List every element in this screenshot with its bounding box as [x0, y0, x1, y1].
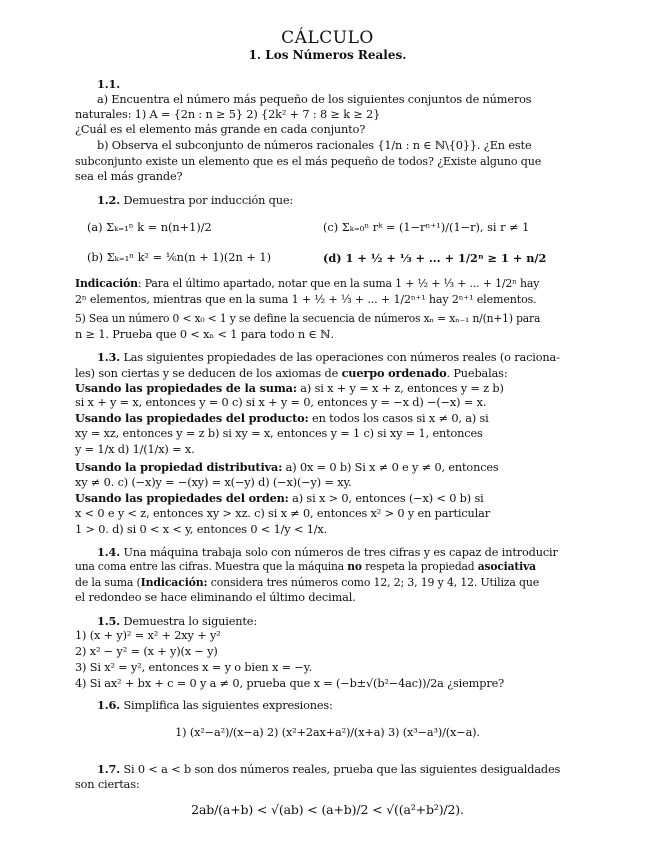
s13-line-1: [97, 350, 562, 365]
section-1-7-number: 1.7.: [97, 762, 120, 776]
s14-asociativa: asociativa: [477, 560, 536, 573]
s13-dist-text: a) 0x = 0 b) Si x ≠ 0 e y ≠ 0, entonces: [282, 461, 499, 474]
s15-intro: Demuestra lo siguiente:: [120, 615, 257, 628]
s13-prod-line-3: y = 1/x d) 1/(1/x) = x.: [75, 443, 195, 456]
s12-hint-line-1: [75, 277, 540, 291]
s11-a-line-3: ¿Cuál es el elemento más grande en cada conjunto?: [75, 123, 366, 136]
s11-b-line-2: subconjunto existe un elemento que es el más pequeño de todos? ¿Existe alguno que: [75, 155, 542, 168]
s12-item-d: (d) 1 + ½ + ⅓ + ... + 1/2ⁿ ≥ 1 + n/2: [323, 251, 547, 265]
s15-item-2: 2) x² − y² = (x + y)(x − y): [75, 645, 218, 658]
s13-prod-text: en todos los casos si x ≠ 0, a) si: [308, 412, 489, 425]
s16-heading: [97, 698, 562, 713]
s14-line-3-a: de la suma (: [75, 576, 141, 589]
s13-prod-label: Usando las propiedades del producto:: [75, 411, 309, 425]
s12-heading: [97, 193, 562, 208]
s13-prod-line-1: [75, 411, 540, 426]
s13-cuerpo-ordenado: cuerpo ordenado: [341, 366, 447, 380]
s14-line-3: [75, 576, 540, 590]
s13-ord-line-1: [75, 491, 540, 506]
s11-a-line-2: naturales: 1) A = {2n : n ≥ 5} 2) {2k² + 7 : 8 ≥ k ≥ 2}: [75, 108, 381, 121]
s17-line-1-text: Si 0 < a < b son dos números reales, prueba que las siguientes desigualdades: [120, 763, 561, 776]
s13-prod-line-2: xy = xz, entonces y = z b) si xy = x, entonces y = 1 c) si xy = 1, entonces: [75, 427, 483, 440]
s17-inequality: 2ab/(a+b) < √(ab) < (a+b)/2 < √((a²+b²)/2).: [191, 802, 464, 817]
document-subtitle: 1. Los Números Reales.: [248, 48, 407, 62]
s11-a-line-1: a) Encuentra el número más pequeño de los siguientes conjuntos de números: [97, 93, 532, 106]
s13-suma-label: Usando las propiedades de la suma:: [75, 381, 297, 395]
section-1-5-number: 1.5.: [97, 614, 120, 628]
section-1-3-number: 1.3.: [97, 350, 120, 364]
s13-dist-label: Usando la propiedad distributiva:: [75, 460, 283, 474]
s16-expressions: 1) (x²−a²)/(x−a) 2) (x²+2ax+a²)/(x+a) 3) (x³−a³)/(x−a).: [175, 726, 480, 739]
section-1-1-number: 1.1.: [97, 77, 120, 91]
s14-line-1-text: Una máquina trabaja solo con números de tres cifras y es capaz de introducir: [120, 546, 558, 559]
s14-line-2: [75, 560, 540, 574]
s16-intro: Simplifica las siguientes expresiones:: [120, 699, 333, 712]
s13-dist-line-1: [75, 460, 540, 475]
s13-ord-text: a) si x > 0, entonces (−x) < 0 b) si: [288, 492, 484, 505]
s15-item-1: 1) (x + y)² = x² + 2xy + y²: [75, 629, 221, 642]
s14-line-2-c: respeta la propiedad: [361, 560, 478, 573]
s14-hint-label: Indicación:: [140, 576, 208, 589]
s13-ord-line-2: x < 0 e y < z, entonces xy > xz. c) si x ≠ 0, entonces x² > 0 y en particular: [75, 507, 490, 520]
s14-line-1: [97, 545, 562, 560]
s15-item-4: 4) Si ax² + bx + c = 0 y a ≠ 0, prueba que x = (−b±√(b²−4ac))/2a ¿siempre?: [75, 677, 505, 690]
s11-b-line-3: sea el más grande?: [75, 170, 183, 183]
s17-line-1: [97, 762, 562, 777]
s13-ord-label: Usando las propiedades del orden:: [75, 491, 289, 505]
s14-line-3-c: considera tres números como 12, 2; 3, 19 y 4, 12. Utiliza que: [207, 576, 540, 589]
s13-ord-line-3: 1 > 0. d) si 0 < x < y, entonces 0 < 1/y < 1/x.: [75, 523, 328, 536]
s13-line-2: [75, 366, 540, 381]
s12-intro: Demuestra por inducción que:: [120, 194, 294, 207]
section-1-6-number: 1.6.: [97, 698, 120, 712]
document-title: CÁLCULO: [281, 28, 374, 48]
s12-item-c: (c) Σₖ₌₀ⁿ rᵏ = (1−rⁿ⁺¹)/(1−r), si r ≠ 1: [323, 221, 530, 234]
s15-heading: [97, 614, 562, 629]
s12-p5-line-2: n ≥ 1. Prueba que 0 < xₙ < 1 para todo n ∈ ℕ.: [75, 328, 334, 341]
s14-line-2-a: una coma entre las cifras. Muestra que la máquina: [75, 560, 348, 573]
s12-hint-text: : Para el último apartado, notar que en la suma 1 + ½ + ⅓ + ... + 1/2ⁿ hay: [137, 277, 540, 290]
s13-suma-line-2: si x + y = x, entonces y = 0 c) si x + y = 0, entonces y = −x d) −(−x) = x.: [75, 396, 487, 409]
s12-hint-label: Indicación: [75, 277, 138, 290]
s12-p5-line-1: 5) Sea un número 0 < x₀ < 1 y se define la secuencia de números xₙ = xₙ₋₁ n/(n+1) para: [75, 312, 541, 325]
s13-suma-text: a) si x + y = x + z, entonces y = z b): [296, 382, 504, 395]
s12-hint-line-2: 2ⁿ elementos, mientras que en la suma 1 + ½ + ⅓ + ... + 1/2ⁿ⁺¹ hay 2ⁿ⁺¹ elementos.: [75, 293, 537, 306]
s11-b-line-1: b) Observa el subconjunto de números racionales {1/n : n ∈ ℕ\{0}}. ¿En este: [97, 139, 532, 152]
s13-suma-line-1: [75, 381, 540, 396]
s13-dist-line-2: xy ≠ 0. c) (−x)y = −(xy) = x(−y) d) (−x)(−y) = xy.: [75, 476, 352, 489]
s13-line-2-c: . Puebalas:: [446, 367, 508, 380]
s17-line-2: son ciertas:: [75, 778, 140, 791]
s12-item-a: (a) Σₖ₌₁ⁿ k = n(n+1)/2: [87, 221, 212, 234]
s14-line-4: el redondeo se hace eliminando el último decimal.: [75, 591, 356, 604]
s15-item-3: 3) Si x² = y², entonces x = y o bien x = −y.: [75, 661, 312, 674]
section-1-4-number: 1.4.: [97, 545, 120, 559]
s13-line-2-a: les) son ciertas y se deducen de los axiomas de: [75, 367, 342, 380]
s12-item-b: (b) Σₖ₌₁ⁿ k² = ⅙n(n + 1)(2n + 1): [87, 251, 271, 264]
section-1-2-number: 1.2.: [97, 193, 120, 207]
s14-no: no: [347, 560, 362, 573]
s13-line-1-text: Las siguientes propiedades de las operaciones con números reales (o raciona-: [120, 351, 560, 364]
